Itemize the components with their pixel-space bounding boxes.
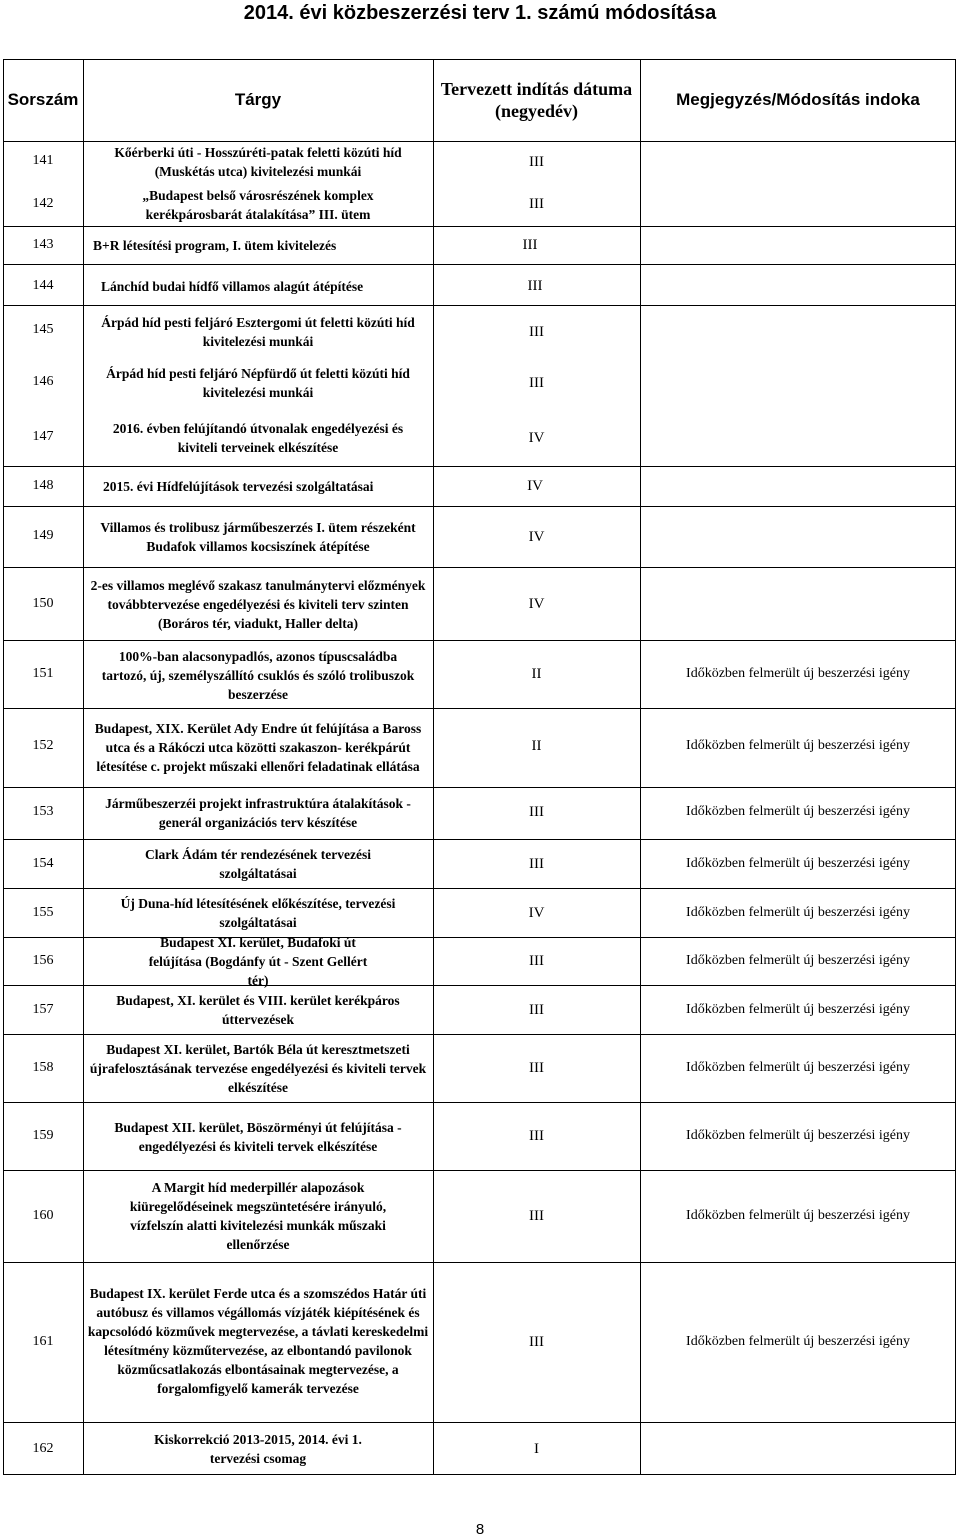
row-divider <box>3 264 956 265</box>
row-156-subject: Budapest XI. kerület, Budafoki út felújítása (Bogdánfy út - Szent Gellért tér) <box>148 934 368 988</box>
row-145-num: 145 <box>32 322 54 337</box>
row-divider <box>3 787 956 788</box>
row-162-quarter: I <box>534 1440 539 1457</box>
row-156-quarter: III <box>529 952 544 969</box>
row-159-subject: Budapest XII. kerület, Böszörményi út felújítása - engedélyezési és kiviteli tervek elkészítése <box>114 1120 402 1154</box>
row-149-subject: Villamos és trolibusz járműbeszerzés I. ütem részeként Budafok villamos kocsiszínek átépítése <box>100 520 416 554</box>
row-156-num: 156 <box>32 953 54 968</box>
row-148-num: 148 <box>32 478 54 493</box>
row-147-quarter: IV <box>528 429 545 446</box>
row-159-quarter: III <box>529 1127 544 1144</box>
row-divider <box>3 1102 956 1103</box>
row-146-num: 146 <box>32 374 54 389</box>
row-160-note: Időközben felmerült új beszerzési igény <box>686 1208 910 1223</box>
row-153-note: Időközben felmerült új beszerzési igény <box>686 804 910 819</box>
row-divider <box>3 226 956 227</box>
row-143-num: 143 <box>32 237 54 252</box>
row-154-quarter: III <box>529 855 544 872</box>
row-158-note: Időközben felmerült új beszerzési igény <box>686 1060 910 1075</box>
row-145-subject: Árpád híd pesti feljáró Esztergomi út feletti közúti híd kivitelezési munkái <box>101 315 415 349</box>
row-150-subject: 2-es villamos meglévő szakasz tanulmánytervi előzmények továbbtervezése engedélyezési és kiviteli terv szinten (Boráros tér, viadukt, Haller delta) <box>90 577 426 631</box>
row-157-note: Időközben felmerült új beszerzési igény <box>686 1002 910 1017</box>
row-152-quarter: II <box>531 737 542 754</box>
row-141-subject: Kőérberki úti - Hosszúréti-patak feletti közúti híd (Muskétás utca) kivitelezési munkái <box>114 145 402 179</box>
page-number: 8 <box>475 1521 485 1538</box>
row-151-note: Időközben felmerült új beszerzési igény <box>686 666 910 681</box>
row-156-note: Időközben felmerült új beszerzési igény <box>686 953 910 968</box>
row-161-note: Időközben felmerült új beszerzési igény <box>686 1334 910 1349</box>
row-154-note: Időközben felmerült új beszerzési igény <box>686 856 910 871</box>
row-143-quarter: III <box>522 236 538 253</box>
row-141-quarter: III <box>529 153 544 170</box>
row-divider <box>3 305 956 306</box>
row-divider <box>3 1262 956 1263</box>
row-divider <box>3 839 956 840</box>
row-147-subject: 2016. évben felújítandó útvonalak engedélyezési és kiviteli terveinek elkészítése <box>112 421 404 455</box>
row-153-num: 153 <box>32 804 54 819</box>
row-160-num: 160 <box>32 1208 54 1223</box>
row-142-quarter: III <box>529 195 544 212</box>
header-datum <box>433 59 640 141</box>
row-144-num: 144 <box>32 278 54 293</box>
header-sorszam: Sorszám <box>7 90 79 109</box>
row-148-subject: 2015. évi Hídfelújítások tervezési szolgáltatásai <box>103 478 374 494</box>
row-153-quarter: III <box>529 803 544 820</box>
row-147-num: 147 <box>32 429 54 444</box>
row-152-num: 152 <box>32 738 54 753</box>
row-162-num: 162 <box>32 1441 54 1456</box>
row-161-quarter: III <box>529 1333 544 1350</box>
row-146-quarter: III <box>529 374 544 391</box>
row-150-num: 150 <box>32 596 54 611</box>
row-142-subject: „Budapest belső városrészének komplex kerékpárosbarát átalakítása” III. ütem <box>142 188 374 222</box>
row-159-num: 159 <box>32 1128 54 1143</box>
row-152-subject: Budapest, XIX. Kerület Ady Endre út felújítása a Baross utca és a Rákóczi utca közötti szakaszon- kerékpárút létesítése c. projekt műszaki ellenőri feladatinak ellátása <box>94 720 422 774</box>
row-148-quarter: IV <box>527 477 543 494</box>
row-162-subject: Kiskorrekció 2013-2015, 2014. évi 1. tervezési csomag <box>154 1432 362 1466</box>
row-158-quarter: III <box>529 1059 544 1076</box>
row-142-num: 142 <box>32 196 54 211</box>
page-title: 2014. évi közbeszerzési terv 1. számú módosítása <box>243 2 717 24</box>
row-158-num: 158 <box>32 1060 54 1075</box>
header-megjegyzes: Megjegyzés/Módosítás indoka <box>676 90 920 109</box>
header-datum-line1: Tervezett indítás dátuma <box>440 79 633 99</box>
row-154-subject: Clark Ádám tér rendezésének tervezési szolgáltatásai <box>145 847 371 881</box>
header-datum-line2: (negyedév) <box>495 101 578 121</box>
row-161-num: 161 <box>32 1334 54 1349</box>
row-158-subject: Budapest XI. kerület, Bartók Béla út keresztmetszeti újrafelosztásának tervezése engedélyezési és kiviteli tervek elkészítése <box>89 1041 427 1095</box>
row-157-subject: Budapest, XI. kerület és VIII. kerület kerékpáros úttervezések <box>116 993 400 1027</box>
row-divider <box>3 1422 956 1423</box>
row-146-subject: Árpád híd pesti feljáró Népfürdő út feletti közúti híd kivitelezési munkái <box>106 366 410 400</box>
row-155-quarter: IV <box>528 904 545 921</box>
row-154-num: 154 <box>32 856 54 871</box>
header-divider <box>3 141 956 142</box>
row-divider <box>3 888 956 889</box>
row-159-note: Időközben felmerült új beszerzési igény <box>686 1128 910 1143</box>
row-160-subject: A Margit híd mederpillér alapozások kiüregelődéseinek megszüntetésére irányuló, vízfelszín alatti kivitelezési munkák műszaki ellenőrzése <box>129 1180 387 1252</box>
row-155-num: 155 <box>32 905 54 920</box>
header-targy: Tárgy <box>234 90 282 109</box>
row-153-subject: Járműbeszerzéi projekt infrastruktúra átalakítások - generál organizációs terv készítése <box>105 796 411 830</box>
row-145-quarter: III <box>529 323 544 340</box>
row-157-num: 157 <box>32 1002 54 1017</box>
row-161-subject: Budapest IX. kerület Ferde utca és a szomszédos Határ úti autóbusz és villamos végállomás vízjáték kiépítésének és kapcsolódó közművek megtervezése, a távlati kereskedelmi létesítmény közműtervezése, az elbontandó pavilonok közműcsatlakozás elbontásainak megtervezése, a forgalomfigyelő kamerák tervezése <box>87 1286 429 1396</box>
row-151-num: 151 <box>32 666 54 681</box>
row-144-subject: Lánchíd budai hídfő villamos alagút átépítése <box>101 278 364 294</box>
row-157-quarter: III <box>529 1001 544 1018</box>
row-divider <box>3 506 956 507</box>
row-155-note: Időközben felmerült új beszerzési igény <box>686 905 910 920</box>
row-150-quarter: IV <box>528 595 545 612</box>
row-155-subject: Új Duna-híd létesítésének előkészítése, tervezési szolgáltatásai <box>120 896 396 930</box>
row-149-num: 149 <box>32 528 54 543</box>
row-divider <box>3 1034 956 1035</box>
row-143-subject: B+R létesítési program, I. ütem kivitelezés <box>93 237 337 253</box>
row-141-num: 141 <box>32 153 54 168</box>
row-152-note: Időközben felmerült új beszerzési igény <box>686 738 910 753</box>
row-divider <box>3 466 956 467</box>
row-160-quarter: III <box>529 1207 544 1224</box>
row-151-quarter: II <box>531 665 542 682</box>
row-divider <box>3 640 956 641</box>
row-divider <box>3 1170 956 1171</box>
row-149-quarter: IV <box>528 528 545 545</box>
row-divider <box>3 567 956 568</box>
row-144-quarter: III <box>527 277 543 294</box>
row-151-subject: 100%-ban alacsonypadlós, azonos típuscsaládba tartozó, új, személyszállító csuklós és szóló trolibuszok beszerzése <box>101 648 415 702</box>
